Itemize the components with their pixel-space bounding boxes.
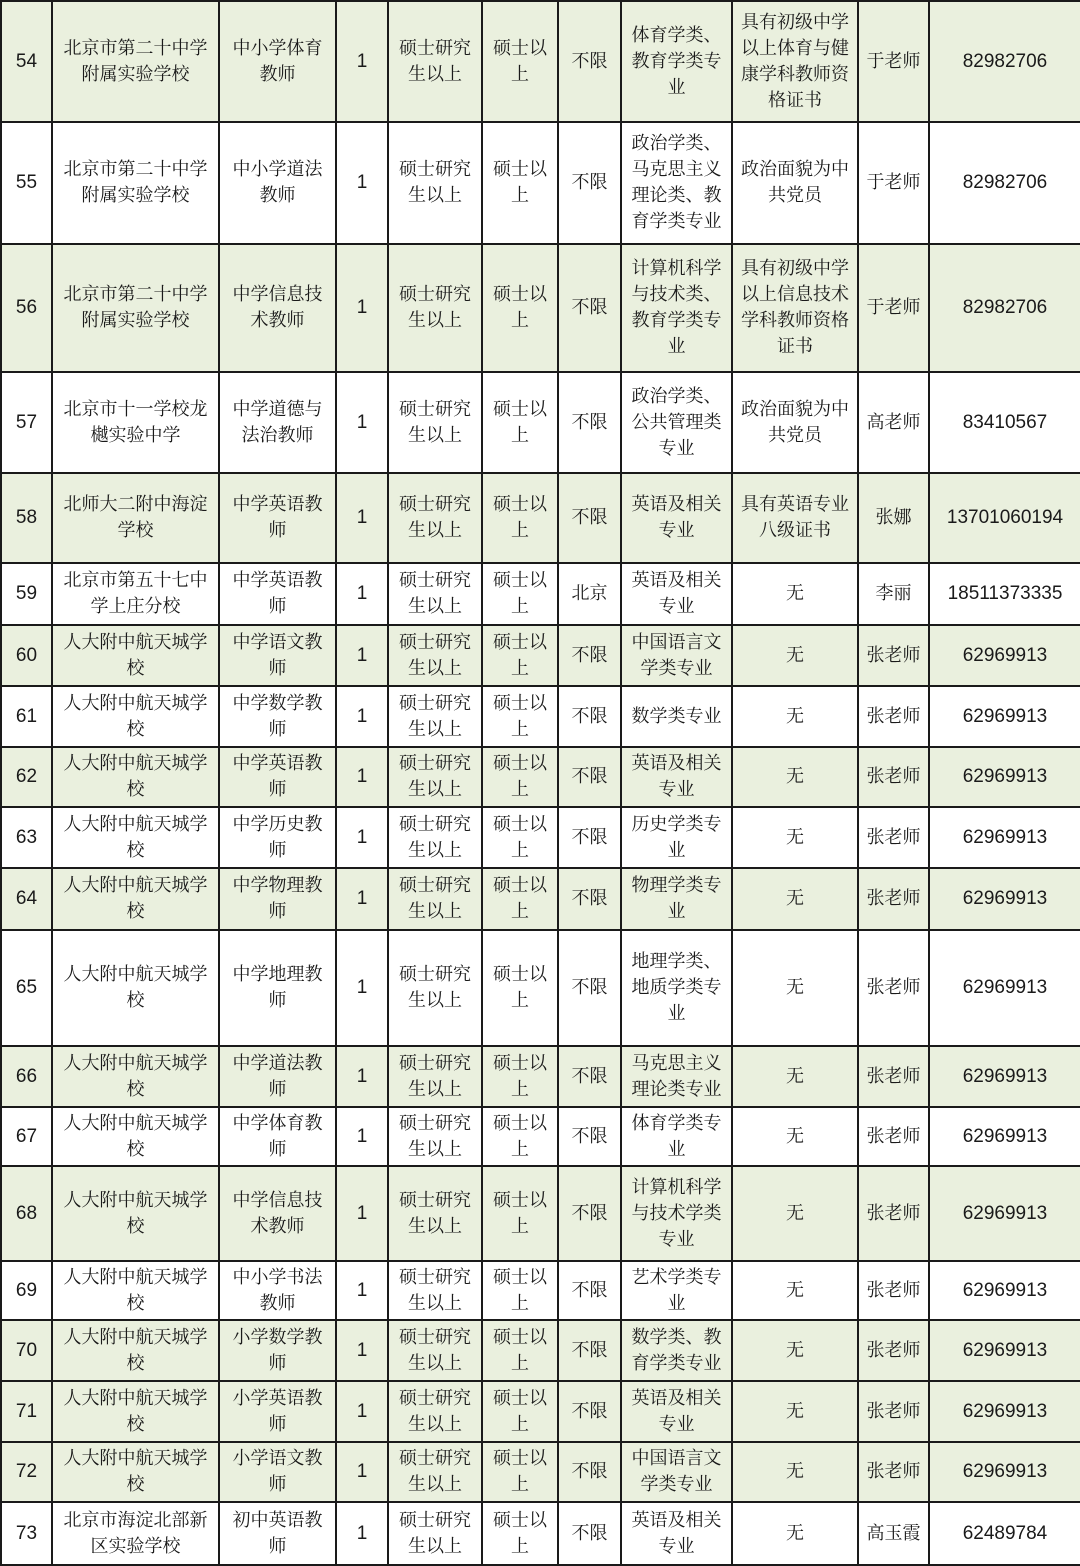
contact-person: 张老师 [858, 1381, 929, 1442]
table-row [1, 1046, 1080, 1107]
hiring-count: 1 [336, 1046, 388, 1107]
contact-phone: 62969913 [929, 686, 1080, 747]
contact-person: 于老师 [858, 244, 929, 372]
contact-person: 张老师 [858, 1046, 929, 1107]
position-name: 小学英语教师 [219, 1381, 336, 1442]
other-requirement: 政治面貌为中共党员 [732, 372, 858, 473]
position-name: 中学地理教师 [219, 930, 336, 1046]
row-number: 60 [1, 625, 52, 686]
education-requirement: 硕士研究生以上 [388, 868, 482, 930]
row-number: 65 [1, 930, 52, 1046]
contact-person: 张老师 [858, 747, 929, 807]
education-requirement: 硕士研究生以上 [388, 1261, 482, 1320]
row-number: 68 [1, 1166, 52, 1261]
degree-requirement: 硕士以上 [482, 930, 558, 1046]
major-requirement: 物理学类专业 [621, 868, 732, 930]
education-requirement: 硕士研究生以上 [388, 563, 482, 625]
table-row [1, 1, 1080, 122]
hiring-count: 1 [336, 807, 388, 868]
major-requirement: 政治学类、马克思主义理论类、教育学类专业 [621, 122, 732, 244]
row-number: 66 [1, 1046, 52, 1107]
education-requirement: 硕士研究生以上 [388, 686, 482, 747]
row-number: 57 [1, 372, 52, 473]
row-number: 62 [1, 747, 52, 807]
education-requirement: 硕士研究生以上 [388, 1502, 482, 1565]
other-requirement: 无 [732, 563, 858, 625]
major-requirement: 计算机科学与技术类、教育学类专业 [621, 244, 732, 372]
school-name: 人大附中航天城学校 [52, 625, 219, 686]
other-requirement: 无 [732, 868, 858, 930]
row-number: 58 [1, 473, 52, 563]
other-requirement: 无 [732, 1502, 858, 1565]
other-requirement: 无 [732, 1442, 858, 1502]
contact-phone: 62969913 [929, 1442, 1080, 1502]
position-name: 中小学道法教师 [219, 122, 336, 244]
education-requirement: 硕士研究生以上 [388, 1166, 482, 1261]
position-name: 中学英语教师 [219, 747, 336, 807]
major-requirement: 体育学类、教育学类专业 [621, 1, 732, 122]
table-row [1, 563, 1080, 625]
row-number: 67 [1, 1107, 52, 1166]
position-name: 中学信息技术教师 [219, 1166, 336, 1261]
position-name: 中学英语教师 [219, 473, 336, 563]
contact-phone: 62969913 [929, 1381, 1080, 1442]
table-row [1, 747, 1080, 807]
table-row [1, 1320, 1080, 1381]
row-number: 61 [1, 686, 52, 747]
contact-phone: 62969913 [929, 930, 1080, 1046]
major-requirement: 数学类专业 [621, 686, 732, 747]
contact-person: 张老师 [858, 625, 929, 686]
hiring-count: 1 [336, 563, 388, 625]
position-name: 中学语文教师 [219, 625, 336, 686]
row-number: 59 [1, 563, 52, 625]
table-row [1, 1107, 1080, 1166]
school-name: 北京市第五十七中学上庄分校 [52, 563, 219, 625]
degree-requirement: 硕士以上 [482, 1046, 558, 1107]
position-name: 小学语文教师 [219, 1442, 336, 1502]
origin-requirement: 不限 [558, 244, 621, 372]
hiring-count: 1 [336, 930, 388, 1046]
degree-requirement: 硕士以上 [482, 563, 558, 625]
major-requirement: 英语及相关专业 [621, 1502, 732, 1565]
hiring-count: 1 [336, 686, 388, 747]
origin-requirement: 不限 [558, 807, 621, 868]
other-requirement: 无 [732, 1261, 858, 1320]
hiring-count: 1 [336, 1502, 388, 1565]
other-requirement: 政治面貌为中共党员 [732, 122, 858, 244]
contact-person: 高玉霞 [858, 1502, 929, 1565]
degree-requirement: 硕士以上 [482, 686, 558, 747]
other-requirement: 无 [732, 1107, 858, 1166]
other-requirement: 无 [732, 807, 858, 868]
table-row [1, 1166, 1080, 1261]
degree-requirement: 硕士以上 [482, 1381, 558, 1442]
origin-requirement: 不限 [558, 868, 621, 930]
major-requirement: 中国语言文学类专业 [621, 625, 732, 686]
origin-requirement: 不限 [558, 1107, 621, 1166]
table-row [1, 1261, 1080, 1320]
contact-phone: 62969913 [929, 1261, 1080, 1320]
origin-requirement: 不限 [558, 1166, 621, 1261]
hiring-count: 1 [336, 1320, 388, 1381]
school-name: 人大附中航天城学校 [52, 1320, 219, 1381]
school-name: 北京市十一学校龙樾实验中学 [52, 372, 219, 473]
contact-phone: 62969913 [929, 625, 1080, 686]
education-requirement: 硕士研究生以上 [388, 244, 482, 372]
contact-person: 张老师 [858, 1320, 929, 1381]
degree-requirement: 硕士以上 [482, 122, 558, 244]
major-requirement: 历史学类专业 [621, 807, 732, 868]
hiring-count: 1 [336, 122, 388, 244]
contact-phone: 62969913 [929, 1320, 1080, 1381]
education-requirement: 硕士研究生以上 [388, 1, 482, 122]
school-name: 人大附中航天城学校 [52, 868, 219, 930]
contact-phone: 62969913 [929, 868, 1080, 930]
position-name: 中学道德与法治教师 [219, 372, 336, 473]
contact-person: 张老师 [858, 807, 929, 868]
row-number: 56 [1, 244, 52, 372]
education-requirement: 硕士研究生以上 [388, 747, 482, 807]
education-requirement: 硕士研究生以上 [388, 372, 482, 473]
row-number: 54 [1, 1, 52, 122]
origin-requirement: 不限 [558, 372, 621, 473]
school-name: 人大附中航天城学校 [52, 1442, 219, 1502]
contact-phone: 82982706 [929, 1, 1080, 122]
origin-requirement: 不限 [558, 122, 621, 244]
school-name: 北师大二附中海淀学校 [52, 473, 219, 563]
school-name: 人大附中航天城学校 [52, 1107, 219, 1166]
position-name: 中学体育教师 [219, 1107, 336, 1166]
school-name: 北京市海淀北部新区实验学校 [52, 1502, 219, 1565]
position-name: 初中英语教师 [219, 1502, 336, 1565]
degree-requirement: 硕士以上 [482, 244, 558, 372]
degree-requirement: 硕士以上 [482, 868, 558, 930]
major-requirement: 中国语言文学类专业 [621, 1442, 732, 1502]
hiring-count: 1 [336, 1, 388, 122]
degree-requirement: 硕士以上 [482, 1107, 558, 1166]
degree-requirement: 硕士以上 [482, 747, 558, 807]
origin-requirement: 不限 [558, 930, 621, 1046]
school-name: 北京市第二十中学附属实验学校 [52, 244, 219, 372]
school-name: 北京市第二十中学附属实验学校 [52, 1, 219, 122]
table-row [1, 625, 1080, 686]
school-name: 人大附中航天城学校 [52, 747, 219, 807]
major-requirement: 英语及相关专业 [621, 747, 732, 807]
contact-person: 张老师 [858, 686, 929, 747]
row-number: 70 [1, 1320, 52, 1381]
table-row [1, 473, 1080, 563]
row-number: 69 [1, 1261, 52, 1320]
other-requirement: 具有英语专业八级证书 [732, 473, 858, 563]
major-requirement: 英语及相关专业 [621, 473, 732, 563]
contact-phone: 62969913 [929, 1046, 1080, 1107]
other-requirement: 无 [732, 1381, 858, 1442]
other-requirement: 无 [732, 1320, 858, 1381]
degree-requirement: 硕士以上 [482, 372, 558, 473]
contact-person: 张老师 [858, 1166, 929, 1261]
table-row [1, 1502, 1080, 1565]
position-name: 中学道法教师 [219, 1046, 336, 1107]
origin-requirement: 不限 [558, 1320, 621, 1381]
school-name: 人大附中航天城学校 [52, 1166, 219, 1261]
contact-person: 高老师 [858, 372, 929, 473]
table-row [1, 1381, 1080, 1442]
contact-person: 于老师 [858, 122, 929, 244]
school-name: 人大附中航天城学校 [52, 686, 219, 747]
position-name: 中学物理教师 [219, 868, 336, 930]
major-requirement: 政治学类、公共管理类专业 [621, 372, 732, 473]
other-requirement: 具有初级中学以上信息技术学科教师资格证书 [732, 244, 858, 372]
degree-requirement: 硕士以上 [482, 625, 558, 686]
table-row [1, 807, 1080, 868]
table-row [1, 372, 1080, 473]
hiring-count: 1 [336, 868, 388, 930]
hiring-count: 1 [336, 244, 388, 372]
contact-phone: 62489784 [929, 1502, 1080, 1565]
other-requirement: 具有初级中学以上体育与健康学科教师资格证书 [732, 1, 858, 122]
education-requirement: 硕士研究生以上 [388, 625, 482, 686]
education-requirement: 硕士研究生以上 [388, 1442, 482, 1502]
major-requirement: 英语及相关专业 [621, 1381, 732, 1442]
row-number: 63 [1, 807, 52, 868]
contact-phone: 62969913 [929, 807, 1080, 868]
row-number: 73 [1, 1502, 52, 1565]
row-number: 55 [1, 122, 52, 244]
hiring-count: 1 [336, 1107, 388, 1166]
table-body [1, 1, 1080, 1565]
contact-phone: 13701060194 [929, 473, 1080, 563]
position-name: 中学历史教师 [219, 807, 336, 868]
origin-requirement: 不限 [558, 625, 621, 686]
major-requirement: 地理学类、地质学类专业 [621, 930, 732, 1046]
table-row [1, 1442, 1080, 1502]
contact-person: 张老师 [858, 930, 929, 1046]
degree-requirement: 硕士以上 [482, 1442, 558, 1502]
contact-phone: 62969913 [929, 1107, 1080, 1166]
hiring-count: 1 [336, 1261, 388, 1320]
major-requirement: 体育学类专业 [621, 1107, 732, 1166]
other-requirement: 无 [732, 747, 858, 807]
education-requirement: 硕士研究生以上 [388, 930, 482, 1046]
major-requirement: 马克思主义理论类专业 [621, 1046, 732, 1107]
contact-person: 张老师 [858, 1107, 929, 1166]
contact-person: 张老师 [858, 1442, 929, 1502]
origin-requirement: 不限 [558, 686, 621, 747]
school-name: 人大附中航天城学校 [52, 1261, 219, 1320]
contact-phone: 82982706 [929, 122, 1080, 244]
row-number: 72 [1, 1442, 52, 1502]
school-name: 北京市第二十中学附属实验学校 [52, 122, 219, 244]
major-requirement: 英语及相关专业 [621, 563, 732, 625]
education-requirement: 硕士研究生以上 [388, 1320, 482, 1381]
origin-requirement: 不限 [558, 1261, 621, 1320]
row-number: 64 [1, 868, 52, 930]
position-name: 中小学体育教师 [219, 1, 336, 122]
degree-requirement: 硕士以上 [482, 807, 558, 868]
major-requirement: 数学类、教育学类专业 [621, 1320, 732, 1381]
education-requirement: 硕士研究生以上 [388, 807, 482, 868]
education-requirement: 硕士研究生以上 [388, 1107, 482, 1166]
degree-requirement: 硕士以上 [482, 1166, 558, 1261]
education-requirement: 硕士研究生以上 [388, 1046, 482, 1107]
position-name: 中学信息技术教师 [219, 244, 336, 372]
degree-requirement: 硕士以上 [482, 1, 558, 122]
position-name: 中小学书法教师 [219, 1261, 336, 1320]
contact-phone: 18511373335 [929, 563, 1080, 625]
hiring-count: 1 [336, 1166, 388, 1261]
major-requirement: 计算机科学与技术学类专业 [621, 1166, 732, 1261]
hiring-count: 1 [336, 1381, 388, 1442]
contact-phone: 62969913 [929, 1166, 1080, 1261]
other-requirement: 无 [732, 1046, 858, 1107]
table-row [1, 686, 1080, 747]
origin-requirement: 不限 [558, 747, 621, 807]
hiring-count: 1 [336, 473, 388, 563]
hiring-count: 1 [336, 1442, 388, 1502]
position-name: 中学英语教师 [219, 563, 336, 625]
school-name: 人大附中航天城学校 [52, 807, 219, 868]
degree-requirement: 硕士以上 [482, 473, 558, 563]
origin-requirement: 不限 [558, 1046, 621, 1107]
major-requirement: 艺术学类专业 [621, 1261, 732, 1320]
other-requirement: 无 [732, 930, 858, 1046]
row-number: 71 [1, 1381, 52, 1442]
contact-phone: 82982706 [929, 244, 1080, 372]
origin-requirement: 不限 [558, 1502, 621, 1565]
other-requirement: 无 [732, 686, 858, 747]
contact-phone: 62969913 [929, 747, 1080, 807]
origin-requirement: 不限 [558, 1, 621, 122]
degree-requirement: 硕士以上 [482, 1261, 558, 1320]
hiring-count: 1 [336, 625, 388, 686]
origin-requirement: 不限 [558, 1442, 621, 1502]
other-requirement: 无 [732, 1166, 858, 1261]
other-requirement: 无 [732, 625, 858, 686]
school-name: 人大附中航天城学校 [52, 1046, 219, 1107]
degree-requirement: 硕士以上 [482, 1502, 558, 1565]
contact-person: 于老师 [858, 1, 929, 122]
hiring-count: 1 [336, 372, 388, 473]
contact-phone: 83410567 [929, 372, 1080, 473]
hiring-count: 1 [336, 747, 388, 807]
origin-requirement: 北京 [558, 563, 621, 625]
position-name: 中学数学教师 [219, 686, 336, 747]
education-requirement: 硕士研究生以上 [388, 122, 482, 244]
table-row [1, 930, 1080, 1046]
school-name: 人大附中航天城学校 [52, 930, 219, 1046]
school-name: 人大附中航天城学校 [52, 1381, 219, 1442]
contact-person: 张娜 [858, 473, 929, 563]
contact-person: 张老师 [858, 868, 929, 930]
origin-requirement: 不限 [558, 473, 621, 563]
table-row [1, 244, 1080, 372]
education-requirement: 硕士研究生以上 [388, 473, 482, 563]
contact-person: 李丽 [858, 563, 929, 625]
education-requirement: 硕士研究生以上 [388, 1381, 482, 1442]
position-name: 小学数学教师 [219, 1320, 336, 1381]
table-row [1, 122, 1080, 244]
table-row [1, 868, 1080, 930]
origin-requirement: 不限 [558, 1381, 621, 1442]
contact-person: 张老师 [858, 1261, 929, 1320]
degree-requirement: 硕士以上 [482, 1320, 558, 1381]
